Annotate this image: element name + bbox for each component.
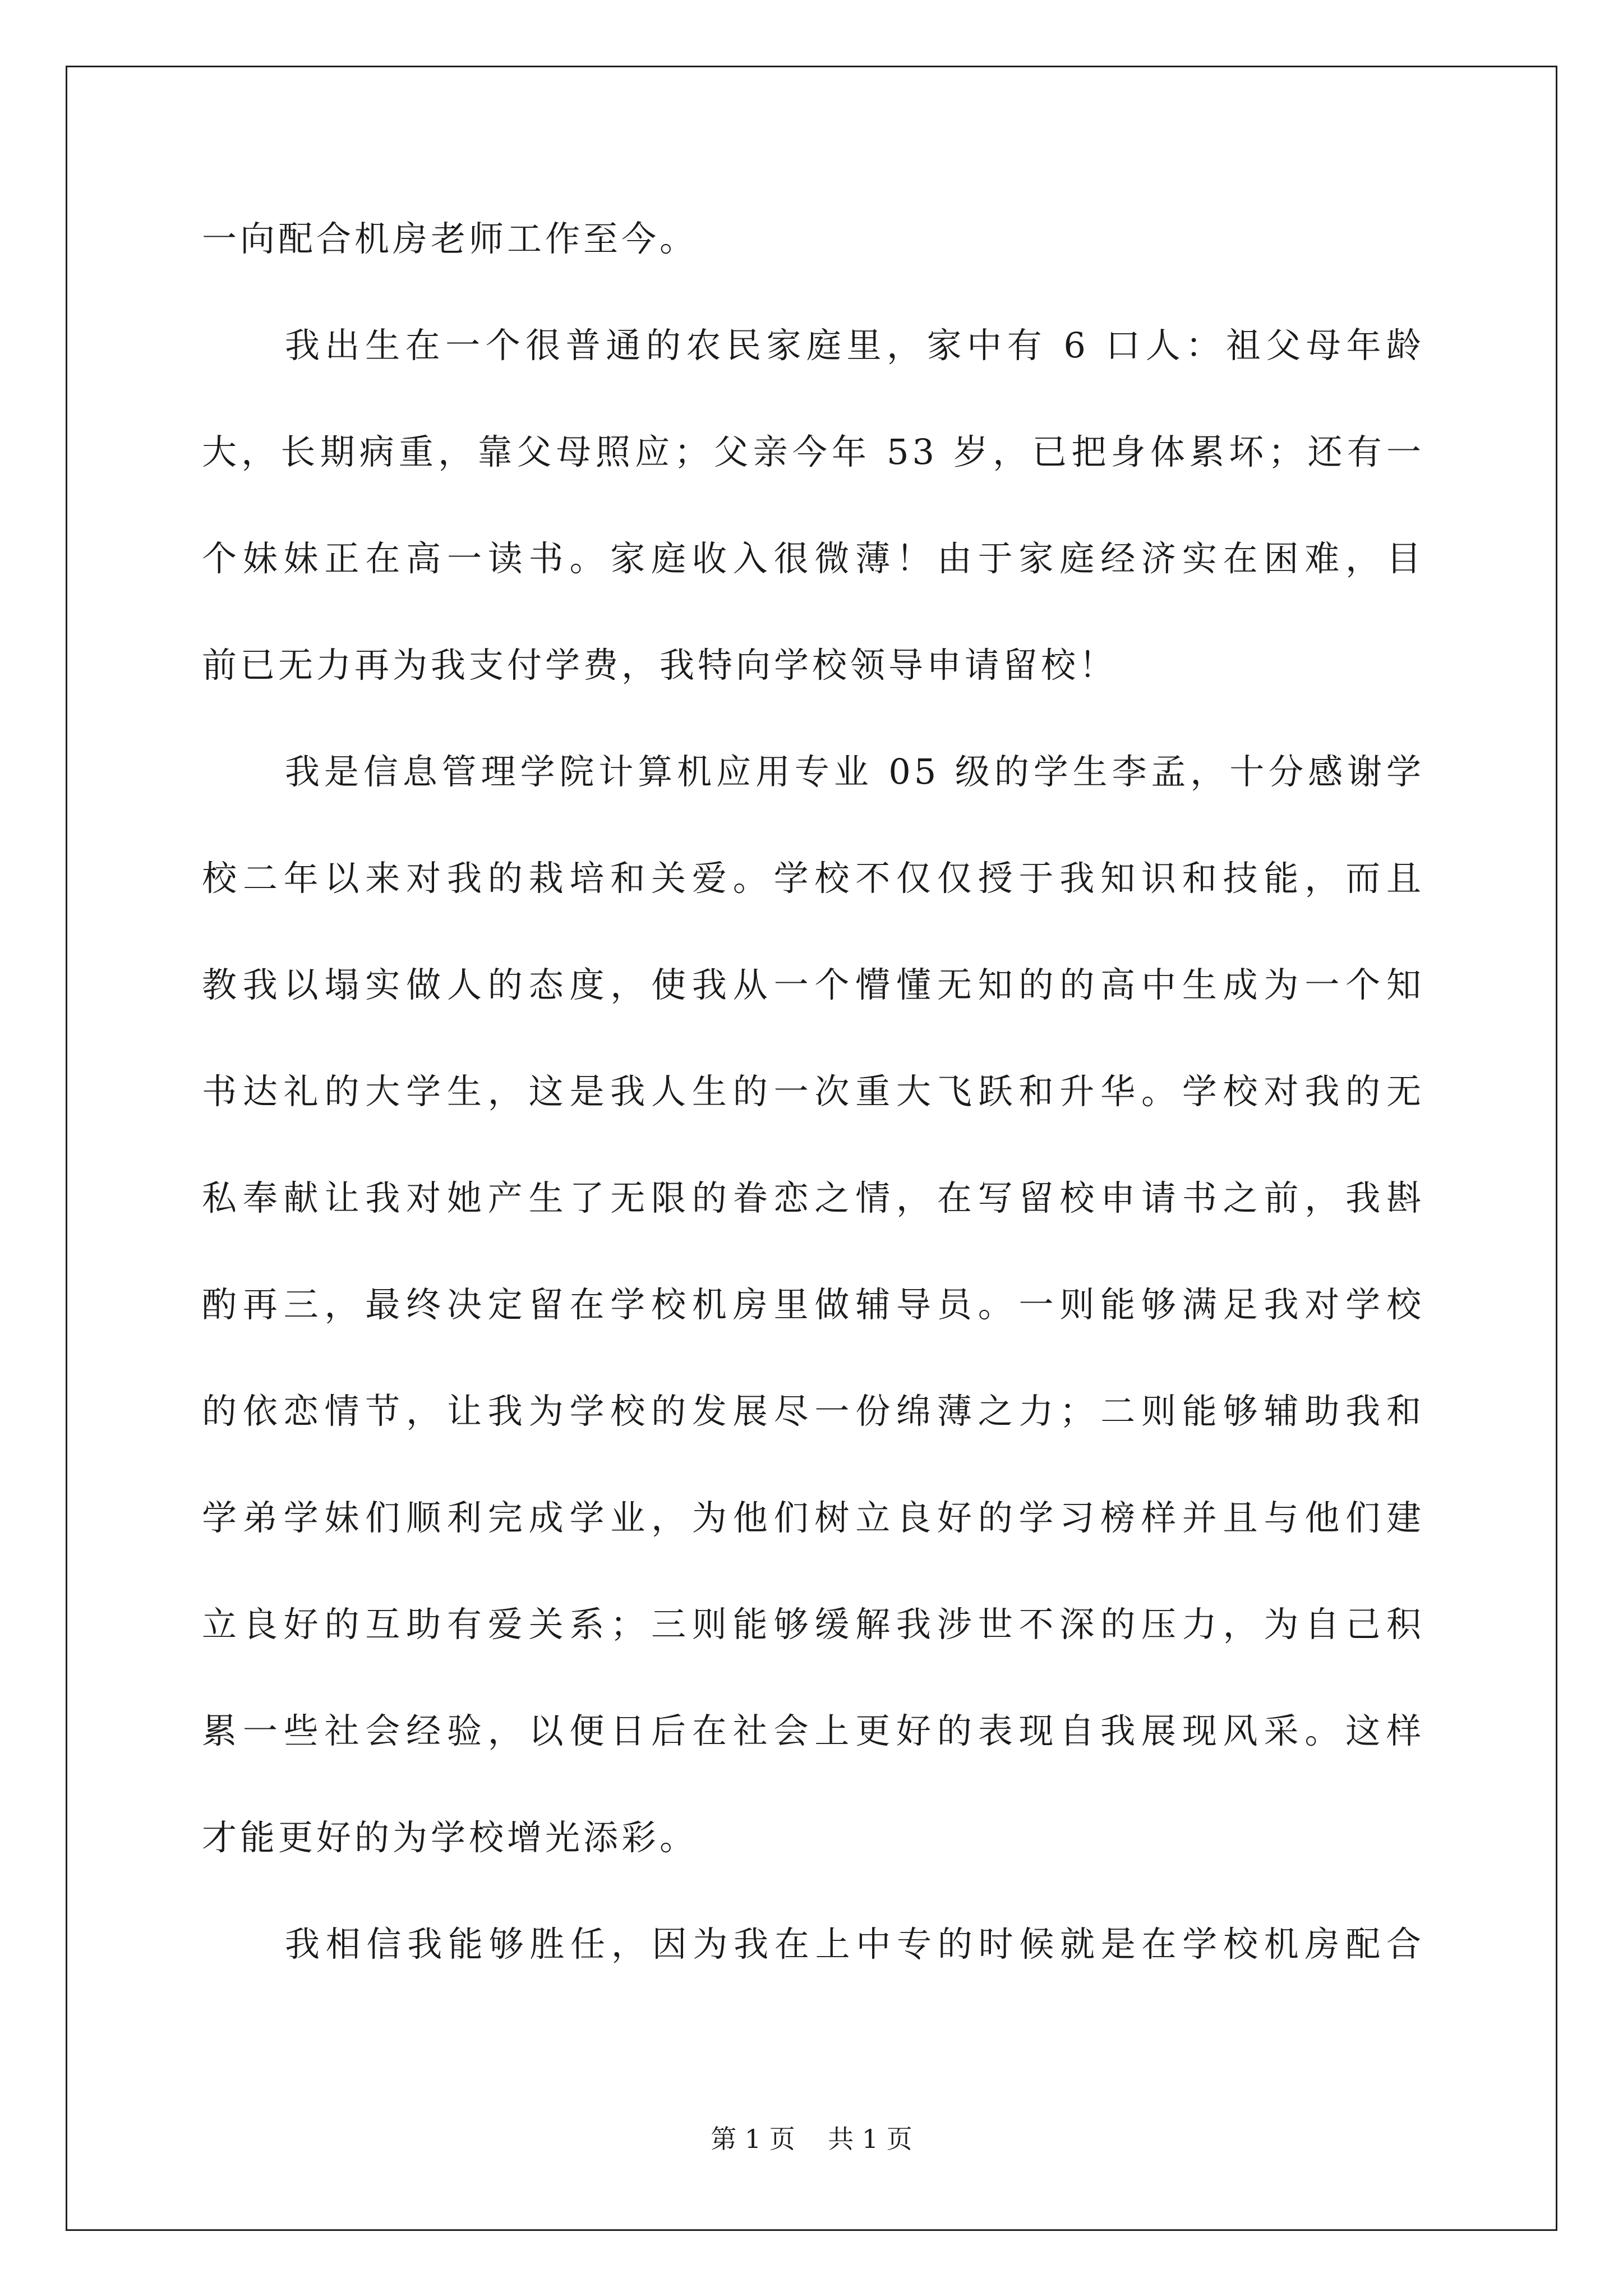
text-line: 前已无力再为我支付学费，我特向学校领导申请留校！ [202, 645, 1118, 685]
text-line: 我是信息管理学院计算机应用专业 05 级的学生李孟，十分感谢学 [285, 751, 1424, 792]
text-line: 校二年以来对我的栽培和关爱。学校不仅仅授于我知识和技能，而且 [202, 858, 1424, 899]
text-line: 我出生在一个很普通的农民家庭里，家中有 6 口人：祖父母年龄 [285, 325, 1424, 366]
text-line: 酌再三，最终决定留在学校机房里做辅导员。一则能够满足我对学校 [202, 1284, 1424, 1325]
text-line: 才能更好的为学校增光添彩。 [202, 1817, 698, 1858]
text-line: 私奉献让我对她产生了无限的眷恋之情，在写留校申请书之前，我斟 [202, 1177, 1424, 1218]
text-line: 教我以塌实做人的态度，使我从一个懵懂无知的的高中生成为一个知 [202, 964, 1424, 1005]
text-line: 我相信我能够胜任，因为我在上中专的时候就是在学校机房配合 [285, 1924, 1424, 1964]
page-footer: 第 1 页 共 1 页 [711, 2124, 912, 2154]
text-line: 书达礼的大学生，这是我人生的一次重大飞跃和升华。学校对我的无 [202, 1071, 1424, 1112]
text-line: 的依恋情节，让我为学校的发展尽一份绵薄之力；二则能够辅助我和 [202, 1391, 1424, 1432]
document-body [202, 212, 1424, 2024]
text-line: 累一些社会经验，以便日后在社会上更好的表现自我展现风采。这样 [202, 1710, 1424, 1751]
text-line: 大，长期病重，靠父母照应；父亲今年 53 岁，已把身体累坏；还有一 [202, 431, 1424, 472]
text-line: 一向配合机房老师工作至今。 [202, 218, 698, 259]
text-line: 学弟学妹们顺利完成学业，为他们树立良好的学习榜样并且与他们建 [202, 1497, 1424, 1538]
text-line: 立良好的互助有爱关系；三则能够缓解我涉世不深的压力，为自己积 [202, 1604, 1424, 1645]
text-line: 个妹妹正在高一读书。家庭收入很微薄！由于家庭经济实在困难，目 [202, 538, 1424, 579]
